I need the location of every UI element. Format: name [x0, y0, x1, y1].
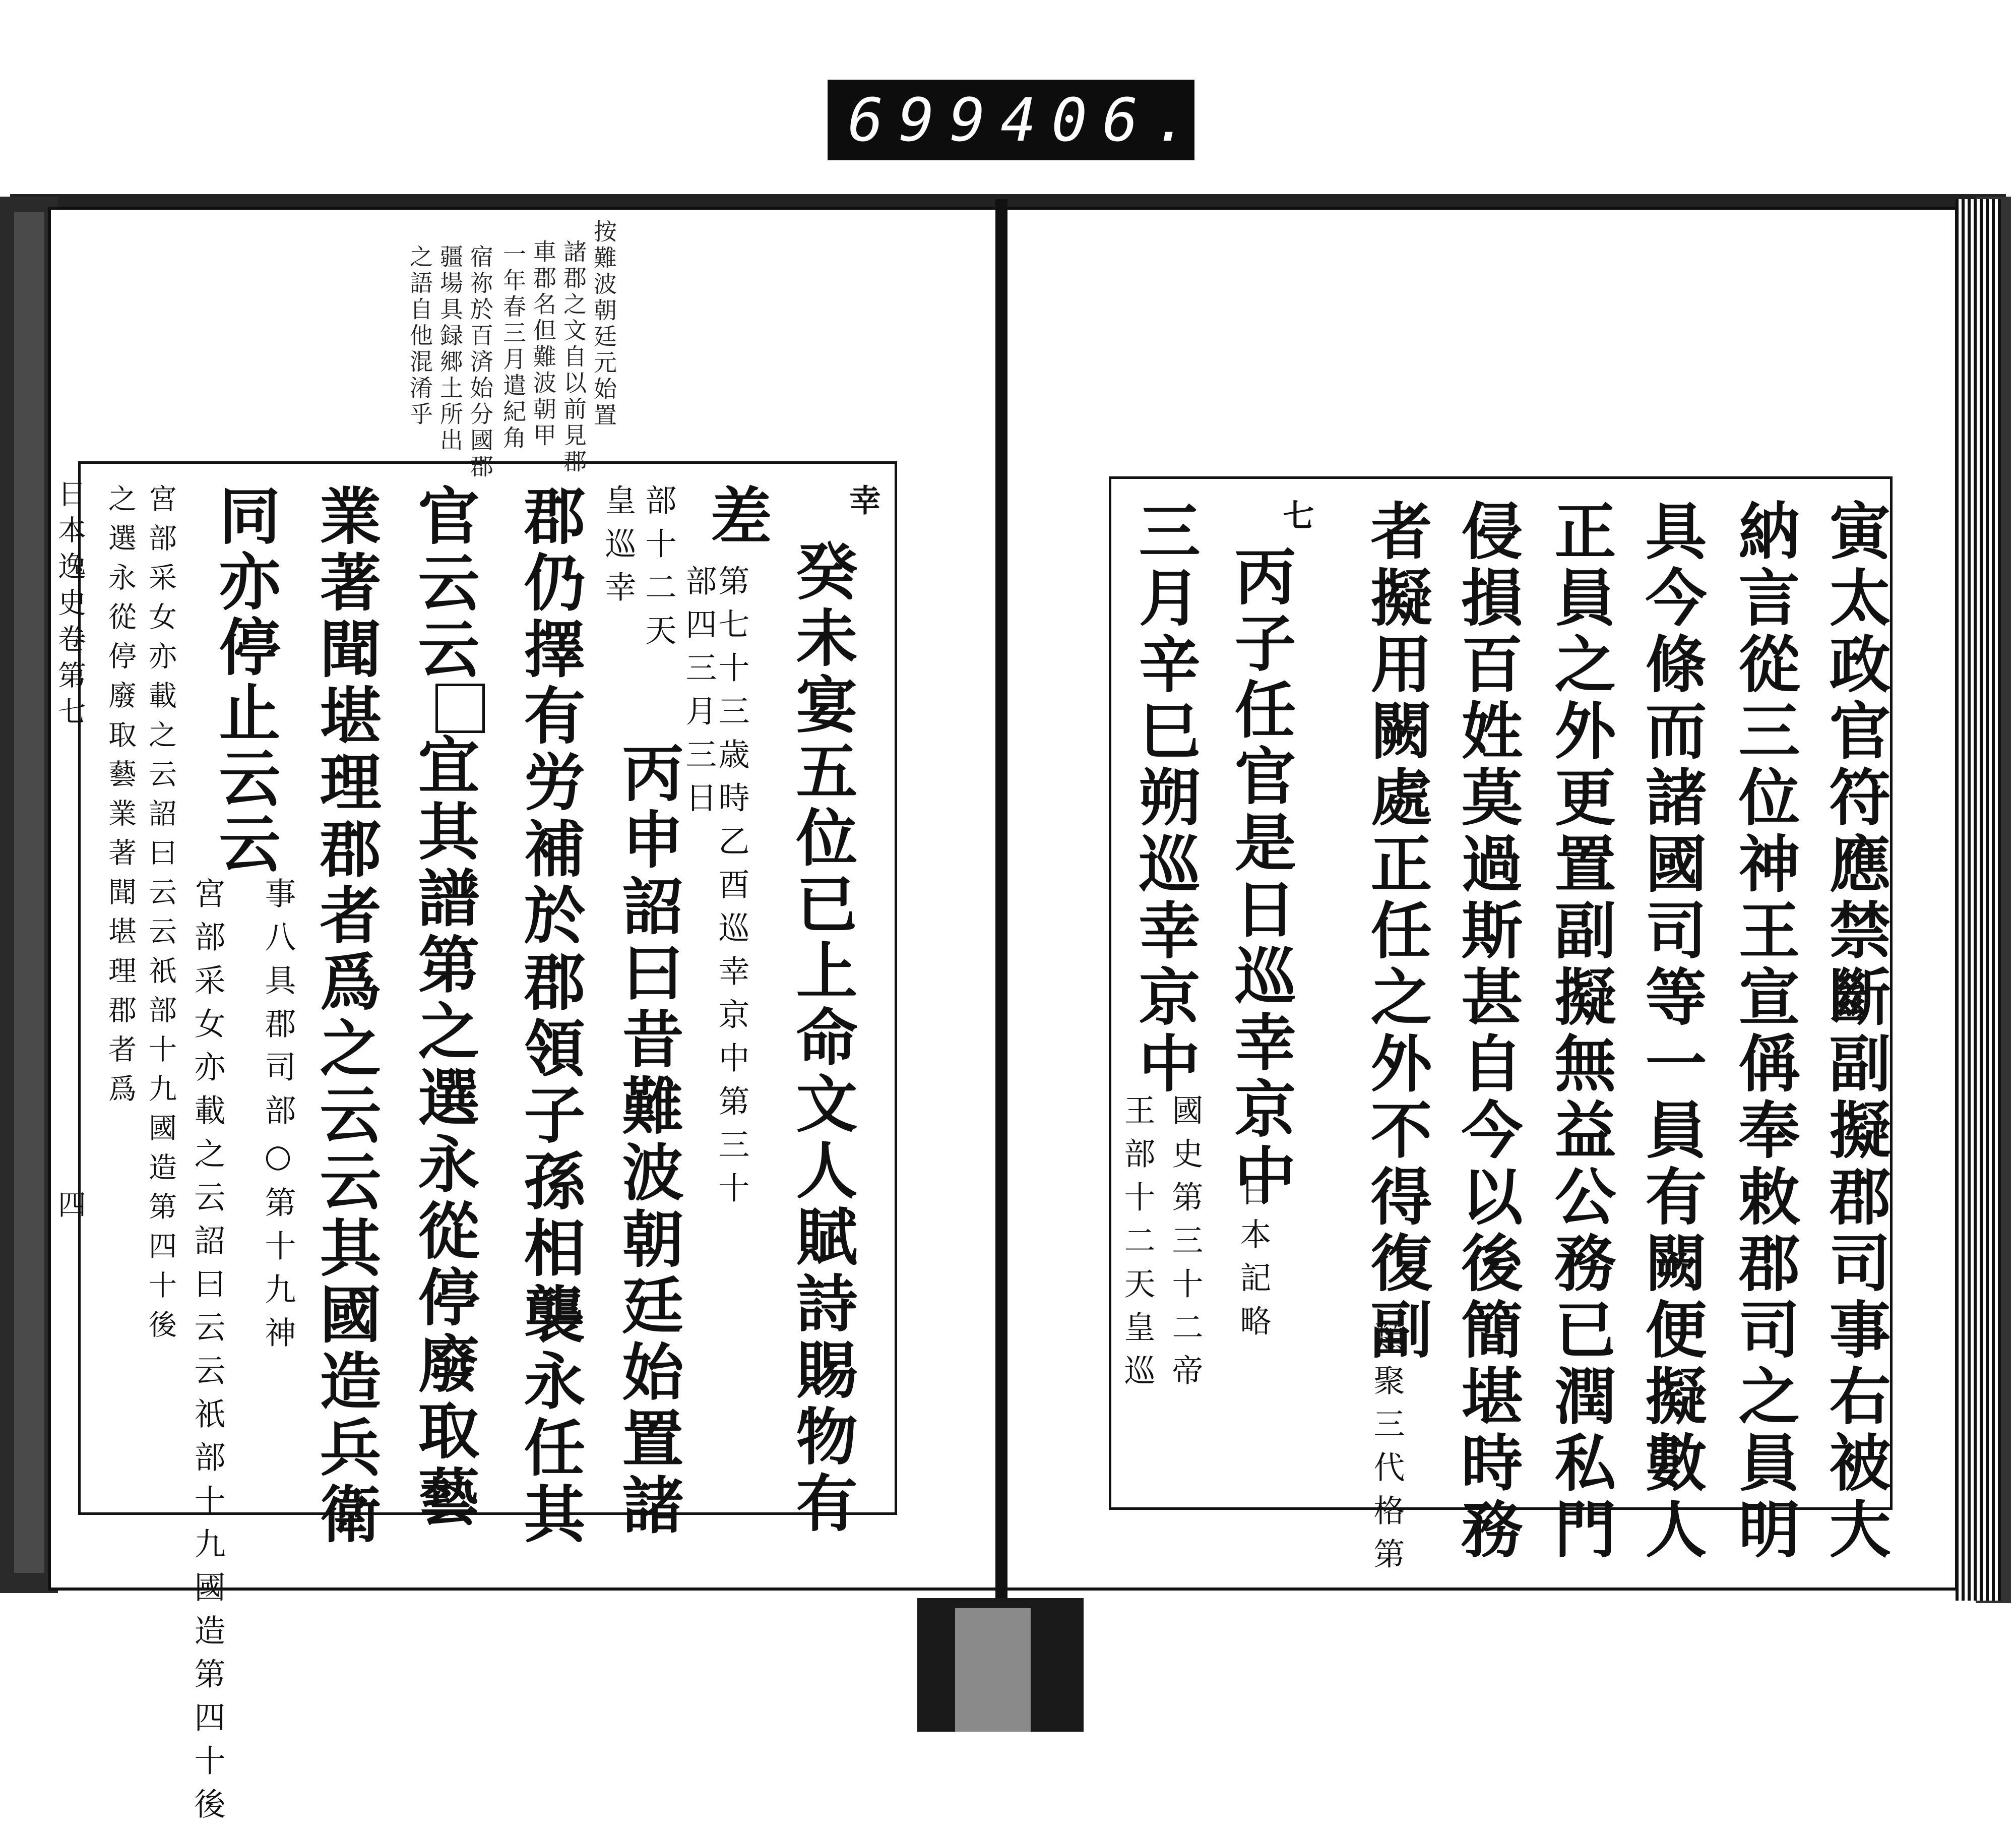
note-segment: 第十九神: [260, 1186, 296, 1360]
interlinear-note: 國史第三十二帝: [1167, 1094, 1204, 1397]
note-segment: 事八具郡司部: [260, 877, 296, 1137]
column-head: 差: [700, 484, 773, 551]
text-segment: 官云云: [408, 484, 480, 684]
interlinear-note: 部四三月三日: [680, 565, 717, 825]
film-label: [828, 80, 1205, 160]
annotation-column: 宿祢於百済始分國郡: [467, 245, 494, 480]
interlinear-note: 皇巡幸: [600, 484, 637, 614]
book-top-edge: [10, 194, 2006, 208]
text-column: 業著聞堪理郡者爲之云云其國造兵衛: [309, 484, 382, 1549]
interlinear-note: 第七十三歳時乙酉巡幸京中第三十: [713, 565, 750, 1215]
annotation-column: 諸郡之文自以前見郡: [560, 239, 587, 475]
text-column: 三月辛巳朔巡幸京中: [1128, 499, 1201, 1098]
text-column: 納言從三位神王宣偁奉敕郡司之員明: [1728, 499, 1801, 1564]
text-column: 丙申詔曰昔難波朝廷始置諸: [612, 741, 684, 1540]
note-circle: ○: [260, 1137, 296, 1186]
annotation-column: 車郡名但難波朝甲: [530, 239, 557, 449]
lacuna-box: [435, 684, 485, 733]
interlinear-note: 之選永從停廢取藝業著聞堪理郡者爲: [104, 484, 137, 1113]
annotation-column: 按難波朝廷元始置: [590, 219, 617, 429]
interlinear-note: 日本記略: [1235, 1175, 1272, 1348]
book-left-edge-inner: [14, 212, 44, 1573]
book-gutter: [995, 199, 1007, 1606]
book-title-footer: 日本逸史卷第七: [53, 479, 86, 733]
column-head: 幸: [844, 484, 881, 515]
text-column: 者擬用闕處正任之外不得復副: [1360, 499, 1433, 1364]
page-number: 四: [53, 1190, 86, 1226]
binding-clip-highlight: [955, 1608, 1031, 1732]
annotation-column: 一年春三月遣紀角: [499, 242, 527, 452]
text-column: 具今條而諸國司等一員有闕便擬數人: [1635, 499, 1708, 1564]
text-column: 寅太政官符應禁斷副擬郡司事右被大: [1819, 499, 1892, 1564]
annotation-column: 之語自他混淆乎: [406, 245, 433, 428]
interlinear-note: 王部十二天皇巡: [1119, 1094, 1156, 1397]
text-column: 丙子任官是日巡幸京中: [1224, 544, 1297, 1210]
interlinear-note: 宮部采女亦載之云詔曰云云祇部十九國造第四十後: [189, 877, 226, 1831]
interlinear-note: [260, 877, 296, 1360]
text-column: 郡仍擇有労補於郡領子孫相襲永任其: [514, 484, 586, 1549]
text-column: 侵損百姓莫過斯甚自今以後簡堪時務: [1451, 499, 1524, 1564]
text-column: 同亦停止云云: [209, 484, 281, 877]
interlinear-note: 部十二天: [640, 484, 677, 657]
text-column: [408, 484, 485, 1532]
annotation-column: 疆場具録郷土所出: [436, 245, 464, 454]
film-label-left-number: 699: [848, 85, 1001, 155]
interlinear-note: 類聚三代格第: [1368, 1321, 1405, 1581]
text-column: 癸未宴五位已上命文人賦詩賜物有: [786, 539, 858, 1538]
text-column: 正員之外更置副擬無益公務已潤私門: [1544, 499, 1617, 1564]
column-head: 七: [1278, 499, 1314, 530]
page-stack-edge: [1956, 199, 2001, 1601]
film-label-right-number: 406.: [1000, 85, 1205, 155]
text-segment: 宜其譜第之選永從停廢取藝: [408, 733, 480, 1532]
interlinear-note: 宮部采女亦載之云詔曰云云祇部十九國造第四十後: [144, 484, 177, 1349]
